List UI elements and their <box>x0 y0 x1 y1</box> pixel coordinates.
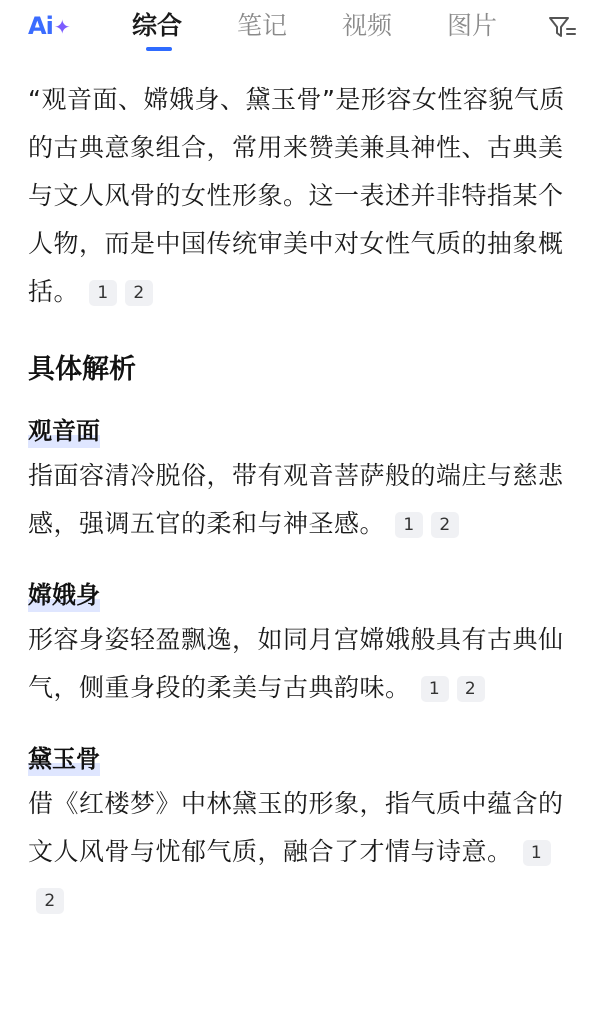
list-item <box>28 742 576 924</box>
citation-badge[interactable]: 1 <box>89 280 117 306</box>
tab-images[interactable]: 图片 <box>447 11 498 40</box>
sparkle-icon: ✦ <box>53 15 70 39</box>
term-description <box>28 452 576 548</box>
citation-badge[interactable]: 2 <box>457 676 485 702</box>
citation-badge[interactable]: 1 <box>523 840 551 866</box>
description-text: 形容身姿轻盈飘逸，如同月宫嫦娥般具有古典仙气，侧重身段的柔美与古典韵味。 <box>28 625 564 702</box>
citation-badge[interactable]: 2 <box>36 888 64 914</box>
citation-badge[interactable]: 1 <box>395 512 423 538</box>
answer-content <box>28 76 576 954</box>
term-heading: 黛玉骨 <box>28 742 100 776</box>
tab-videos[interactable]: 视频 <box>342 11 393 40</box>
tab-comprehensive[interactable]: 综合 <box>132 11 183 40</box>
citation-badge[interactable]: 1 <box>421 676 449 702</box>
list-item <box>28 414 576 548</box>
term-heading: 观音面 <box>28 414 100 448</box>
tab-notes[interactable]: 笔记 <box>237 11 288 40</box>
term-description <box>28 616 576 712</box>
citation-badge[interactable]: 2 <box>431 512 459 538</box>
term-heading: 嫦娥身 <box>28 578 100 612</box>
intro-text: “观音面、嫦娥身、黛玉骨”是形容女性容貌气质的古典意象组合，常用来赞美兼具神性、古典美与文人风骨的女性形象。这一表述并非特指某个人物，而是中国传统审美中对女性气质的抽象概括。 <box>28 85 565 306</box>
filter-icon[interactable] <box>548 14 578 42</box>
description-text: 借《红楼梦》中林黛玉的形象，指气质中蕴含的文人风骨与忧郁气质，融合了才情与诗意。 <box>28 789 564 866</box>
description-text: 指面容清冷脱俗，带有观音菩萨般的端庄与慈悲感，强调五官的柔和与神圣感。 <box>28 461 564 538</box>
top-tab-bar <box>0 0 600 62</box>
section-title: 具体解析 <box>28 354 136 385</box>
ai-logo-text: Ai <box>28 12 53 40</box>
list-item <box>28 578 576 712</box>
intro-paragraph <box>28 76 576 316</box>
ai-logo[interactable] <box>28 12 70 40</box>
active-tab-indicator <box>146 47 172 51</box>
bottom-fade <box>0 990 600 1012</box>
term-description <box>28 780 576 924</box>
citation-badge[interactable]: 2 <box>125 280 153 306</box>
